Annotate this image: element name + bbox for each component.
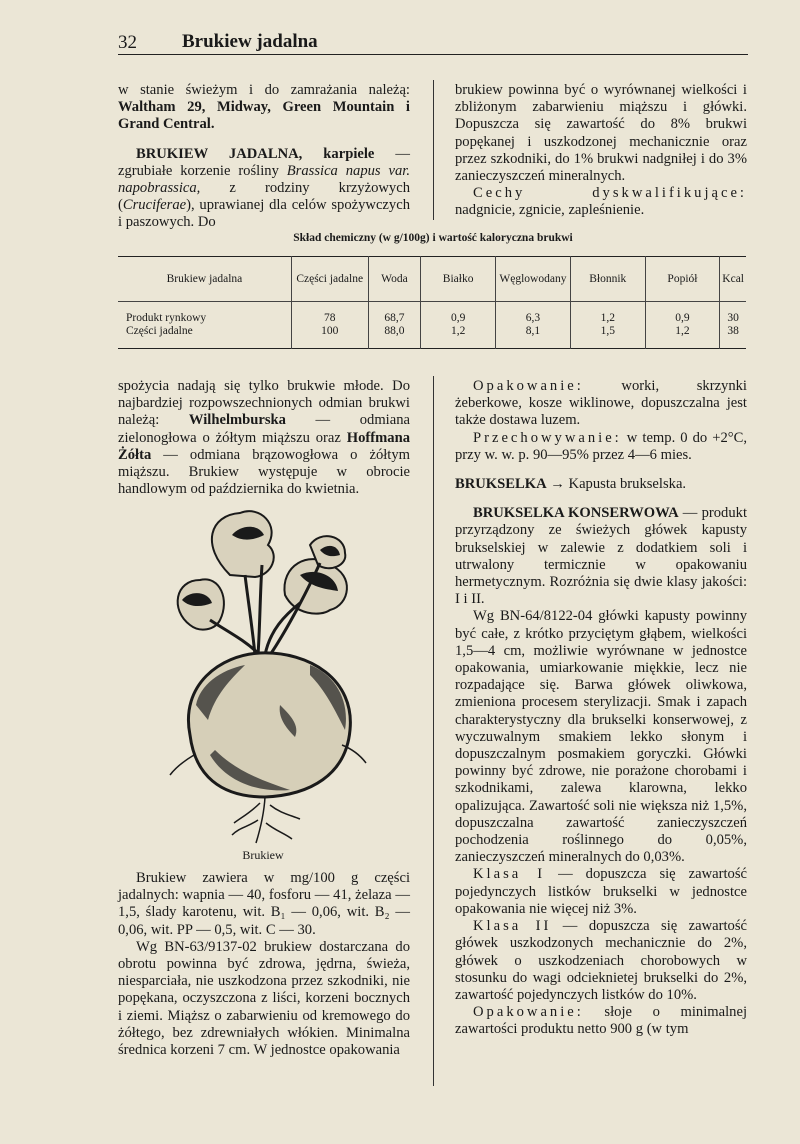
swede-illustration — [160, 505, 370, 845]
table-cell: 1,2 — [600, 312, 615, 324]
table-cell: 1,2 — [675, 325, 690, 337]
paragraph: w stanie świeżym i do zamrażania należą: Waltham 29, Midway, Green Mountain i Grand Central. — [118, 82, 410, 133]
table-cell: Części jadalne — [126, 325, 193, 337]
entry-term: BRUKSELKA KONSERWOWA — [473, 505, 679, 522]
table-cell: Produkt rynkowy — [126, 312, 207, 324]
paragraph: Brukiew zawiera w mg/100 g części jadalnych: wapnia — 40, fosforu — 41, żelaza — 1,5, ślady karotenu, wit. B₁ — 0,06, wit. B₂ — 0,06, wit. PP — 0,5, wit. C — 30. — [118, 870, 410, 938]
top-left-column — [118, 82, 410, 232]
figure-caption: Brukiew — [242, 848, 284, 862]
table-caption: Skład chemiczny (w g/100g) i wartość kaloryczna brukwi — [293, 232, 573, 244]
table-header-cell: Błonnik — [570, 257, 645, 302]
running-title: Brukiew jadalna — [182, 31, 318, 52]
entry-brukiew-jadalna: BRUKIEW JADALNA, karpiele — zgrubiałe korzenie rośliny Brassica napus var. napobrassica, z rodziny krzyżowych (Cruciferae), uprawianej dla celów spożywczych i paszowych. Do — [118, 145, 410, 231]
paragraph: brukiew powinna być o wyrównanej wielkości i zbliżonym zabarwieniu miąższu i główki. Dopuszcza się zawartość do 8% brukwi popękanej i uszkodzonej mechanicznie oraz przez szkodniki, do 1% brukwi nadgniłej i do 3% zanieczyszczeń mineralnych. — [455, 82, 747, 185]
paragraph: Przechowywanie: w temp. 0 do +2°C, przy w. w. p. 90—95% przez 4—6 mies. — [455, 429, 747, 463]
paragraph: Klasa II — dopuszcza się zawartość główek uszkodzonych mechanicznie do 2%, główek o uszkodzeniach chorobowych w stosunku do wagi odcieknietej brukselki do 2%, zawartość pojedynczych listków do 10%. — [455, 918, 747, 1003]
table-cell: 88,0 — [384, 325, 405, 337]
table-header-cell: Części jadalne — [291, 257, 368, 302]
paragraph: Wg BN-64/8122-04 główki kapusty powinny być całe, z krótko przyciętym głąbem, wielkości 1,5—4 cm, możliwie wyrównane w jednostce opakowania, umiarkowanie miękkie, lecz nie rozpadające się. Barwa główek oliwkowa, zmieniona procesem sterylizacji. Smak i zapach charakterystyczny dla brukselki konserwowej, z wyczuwalnym smakiem lekko słonym i dopuszczalnym posmakiem goryczki. Główki powinny być zdrowe, nie porażone chorobami i szkodnikami, zalewa klarowna, lekko opalizująca. Zawartość soli nie większa niż 1,5%, dopuszczalna zawartość zanieczyszczeń pochodzenia roślinnego do 0,05%, zanieczyszczeń mineralnych do 0,03%. — [455, 608, 747, 866]
table-cell: 0,9 — [675, 312, 690, 324]
table-header-cell: Węglowodany — [495, 257, 570, 302]
table-header-cell: Popiół — [645, 257, 720, 302]
entry-brukselka-konserwowa: BRUKSELKA KONSERWOWA — produkt przyrządzony ze świeżych główek kapusty brukselskiej w zalewie z dodatkiem soli i utrwalony termicznie w opakowaniu hermetycznym. Rozróżnia się dwie klasy jakości: I i II. — [455, 505, 747, 608]
paragraph: Cechy dyskwalifikujące: nadgnicie, zgnicie, zapleśnienie. — [455, 185, 747, 219]
paragraph: Klasa I — dopuszcza się zawartość pojedynczych listków brukselki w jednostce opakowania nie więcej niż 3%. — [455, 866, 747, 917]
table-cell: 6,3 — [525, 312, 541, 324]
page-header — [118, 30, 748, 55]
column-divider — [433, 80, 434, 220]
column-divider — [433, 376, 434, 1086]
table-header-cell: Białko — [421, 257, 496, 302]
table-cell: 8,1 — [525, 325, 541, 337]
table-row — [118, 302, 746, 349]
paragraph: Wg BN-63/9137-02 brukiew dostarczana do obrotu powinna być zdrowa, jędrna, świeża, niesparciała, nie uszkodzona przez szkodniki, nie popękana, oczyszczona z liści, korzeni bocznych i ziemi. Miąższ o zabarwieniu od kremowego do żółtego, bez zdrewniałych włókien. Minimalna średnica korzeni 7 cm. W jednostce opakowania — [118, 938, 410, 1059]
entry-term: BRUKSELKA — [455, 476, 547, 493]
table-cell: 30 — [727, 312, 739, 324]
left-column-upper — [118, 378, 410, 498]
table-cell: 1,2 — [450, 325, 466, 337]
table-header-row — [118, 257, 746, 302]
table-header-cell: Kcal — [720, 257, 746, 302]
paragraph: Opakowanie: worki, skrzynki żeberkowe, kosze wiklinowe, dopuszczalna jest także dostawa luzem. — [455, 378, 747, 429]
top-right-column — [455, 82, 747, 220]
table-cell: 100 — [321, 325, 339, 337]
page-number: 32 — [118, 32, 137, 53]
left-column-lower — [118, 870, 410, 1059]
paragraph: spożycia nadają się tylko brukwie młode. Do najbardziej rozpowszechnionych odmian brukwi należą: Wilhelmburska — odmiana zielonogłowa o żółtym miąższu oraz Hoffmana Żółta — odmiana brązowogłowa o żółtym miąższu. Brukiew występuje w obrocie handlowym od października do kwietnia. — [118, 378, 410, 498]
entry-term: BRUKIEW JADALNA, karpiele — [136, 145, 375, 162]
table-header-cell: Brukiew jadalna — [118, 257, 291, 302]
table-header-cell: Woda — [368, 257, 421, 302]
table-cell: 68,7 — [384, 312, 405, 324]
table-cell: 1,5 — [600, 325, 615, 337]
table-cell: 78 — [323, 312, 336, 324]
table-cell: 38 — [727, 325, 739, 337]
paragraph: Opakowanie: słoje o minimalnej zawartości produktu netto 900 g (w tym — [455, 1004, 747, 1038]
table-cell: 0,9 — [450, 312, 466, 324]
composition-table — [118, 256, 746, 349]
right-column — [455, 378, 747, 1039]
entry-brukselka: BRUKSELKA → Kapusta brukselska. — [455, 476, 687, 493]
